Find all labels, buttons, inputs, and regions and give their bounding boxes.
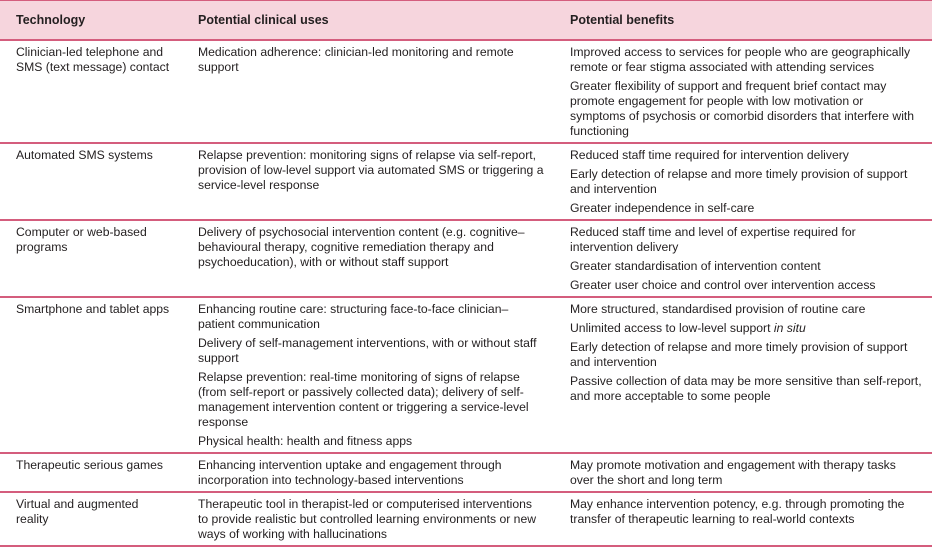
uses-cell (182, 40, 554, 143)
benefit-item: Unlimited access to low-level support in situ (570, 321, 806, 335)
uses-cell (182, 143, 554, 220)
technology-cell: Automated SMS systems (0, 143, 182, 220)
benefits-cell (554, 220, 932, 297)
benefits-cell (554, 297, 932, 453)
benefits-cell (554, 453, 932, 492)
benefit-item: May enhance intervention potency, e.g. through promoting the transfer of therapeutic learning to real-world contexts (570, 497, 905, 526)
benefits-cell (554, 40, 932, 143)
table-row (0, 297, 932, 453)
header-benefits: Potential benefits (554, 1, 932, 41)
uses-cell (182, 453, 554, 492)
technology-cell: Therapeutic serious games (0, 453, 182, 492)
table-row (0, 143, 932, 220)
benefit-item: Passive collection of data may be more sensitive than self-report, and more acceptable to some people (570, 374, 922, 403)
benefit-item: Greater flexibility of support and frequent brief contact may promote engagement for people with low motivation or symptoms of psychosis or comorbid disorders that interfere with functioning (570, 79, 915, 138)
uses-cell (182, 492, 554, 546)
technology-cell: Computer or web-based programs (0, 220, 182, 297)
technology-cell: Smartphone and tablet apps (0, 297, 182, 453)
benefit-item: Greater standardisation of intervention content (570, 259, 821, 273)
benefit-item: May promote motivation and engagement with therapy tasks over the short and long term (570, 458, 896, 487)
header-technology: Technology (0, 1, 182, 41)
table-row (0, 492, 932, 546)
use-item: Enhancing intervention uptake and engagement through incorporation into technology-based interventions (198, 458, 502, 487)
use-item: Medication adherence: clinician-led monitoring and remote support (198, 45, 514, 74)
benefit-item: Early detection of relapse and more timely provision of support and intervention (570, 340, 908, 369)
benefits-cell (554, 492, 932, 546)
use-item: Physical health: health and fitness apps (198, 434, 413, 448)
benefit-item: Reduced staff time and level of expertise required for intervention delivery (570, 225, 856, 254)
table-row (0, 40, 932, 143)
benefit-item: Reduced staff time required for intervention delivery (570, 148, 849, 162)
header-clinical-uses: Potential clinical uses (182, 1, 554, 41)
use-item: Relapse prevention: real-time monitoring of signs of relapse (from self-report or passively collected data); delivery of self-management intervention content or triggering a service-level response (198, 370, 529, 429)
benefit-item: Early detection of relapse and more timely provision of support and intervention (570, 167, 908, 196)
use-item: Therapeutic tool in therapist-led or computerised interventions to provide realistic but controlled learning environments or new ways of working with hallucinations (198, 497, 537, 541)
table-row (0, 220, 932, 297)
uses-cell (182, 297, 554, 453)
uses-cell (182, 220, 554, 297)
benefits-cell (554, 143, 932, 220)
technology-cell: Virtual and augmented reality (0, 492, 182, 546)
header-row (0, 1, 932, 41)
use-item: Relapse prevention: monitoring signs of relapse via self-report, provision of low-level support via automated SMS or triggering a service-level response (198, 148, 544, 192)
benefit-item: More structured, standardised provision of routine care (570, 302, 866, 316)
use-item: Delivery of psychosocial intervention content (e.g. cognitive–behavioural therapy, cognitive remediation therapy and psychoeducation), with or without staff support (198, 225, 525, 269)
benefit-item: Improved access to services for people who are geographically remote or fear stigma associated with attending services (570, 45, 911, 74)
use-item: Delivery of self-management interventions, with or without staff support (198, 336, 537, 365)
benefit-item: Greater independence in self-care (570, 201, 755, 215)
technology-cell: Clinician-led telephone and SMS (text message) contact (0, 40, 182, 143)
benefit-item: Greater user choice and control over intervention access (570, 278, 876, 292)
table-row (0, 453, 932, 492)
use-item: Enhancing routine care: structuring face-to-face clinician–patient communication (198, 302, 509, 331)
